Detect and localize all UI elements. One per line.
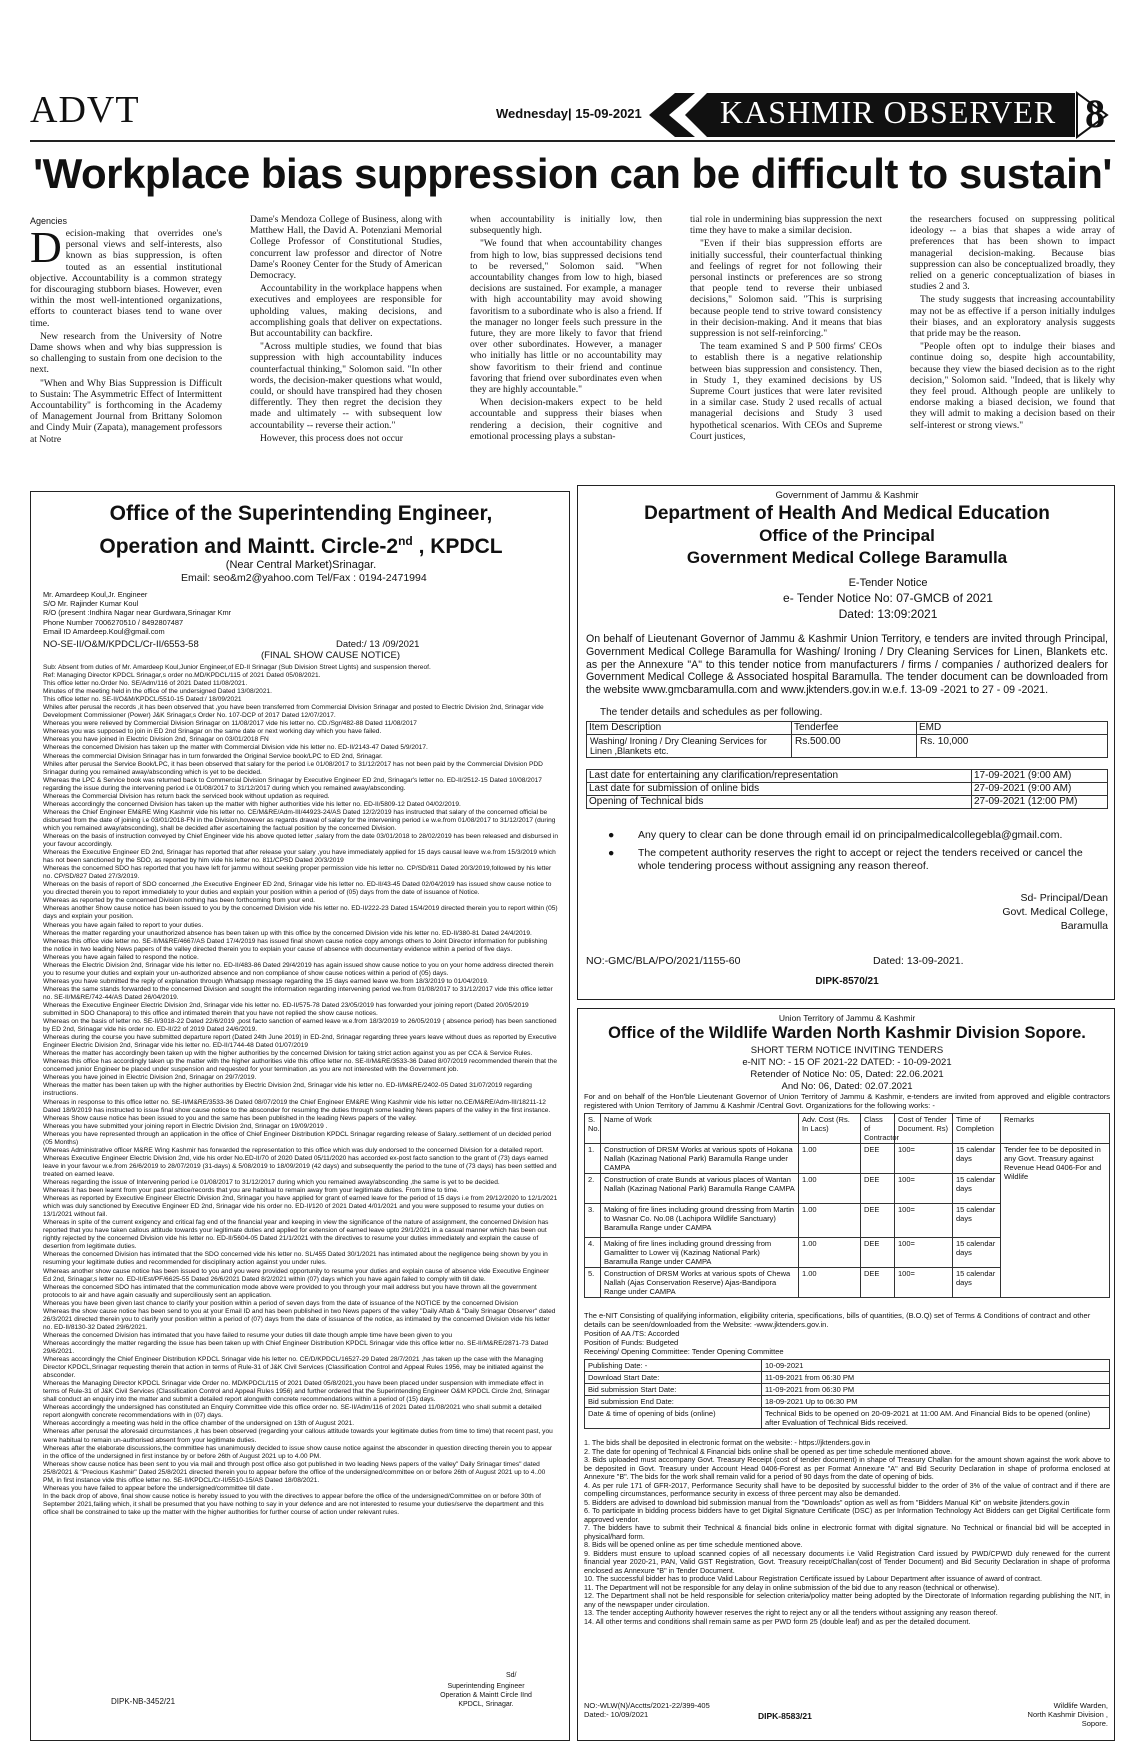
notice-paragraph: Whereas accordingly a meeting was held in the office chamber of the undersigned on 13th of August 2021.	[43, 1420, 355, 1428]
table-cell: 1.00	[799, 1268, 861, 1298]
table-cell: 15 calendar days	[953, 1268, 1001, 1298]
table-cell: 1.00	[799, 1144, 861, 1174]
table-row	[585, 1384, 1110, 1396]
signatory-line: Operation & Maintt Circle IInd	[440, 1692, 532, 1699]
notice-paragraph: Whereas the Executive Engineer Electric Division 2nd, Srinagar vide his letter no. ED-II/575-78 Dated 23/05/2019 has forwarded your joining report (Dated 20/05/2019 submitted in SDO Chanapora) to this office and intimated therein that you have not replied the show cause notices.	[43, 1001, 529, 1018]
office-title: Office of the Wildlife Warden North Kashmir Division Sopore.	[608, 1024, 1086, 1042]
paragraph: "People often opt to indulge their biases and continue doing so, despite high accountability, because they view the biased decision as to the right decision," Solomon said. "Indeed, that is likely why they feel proud. Although people are unlikely to endorse making a biased decision, we found that they will admit to making a decision based on their self-interest or strong views."	[910, 341, 1115, 431]
paragraph: The study suggests that increasing accountability may not be as effective if a person initially indulges their biases, and an exploratory analysis suggests that pride may be the reason.	[910, 294, 1115, 340]
signatory-line: Sd- Principal/Dean	[1020, 892, 1108, 904]
term-item: 10. The successful bidder has to produce Valid Labour Registration Certificate issued by Labour Department after issuance of award of contract.	[584, 1574, 1042, 1583]
info-line: Position of AA /TS: Accorded	[584, 1329, 680, 1338]
table-header: S. No.	[585, 1114, 601, 1144]
table-cell: DEE	[861, 1268, 895, 1298]
table-cell: 1.00	[799, 1174, 861, 1204]
article-headline: 'Workplace bias suppression can be difficult to sustain'	[33, 150, 1112, 197]
paragraph: "Across multiple studies, we found that bias suppression with high accountability induces counterfactual thinking," Solomon said. "In other words, the decision-maker questions what would, could, or should have transpired had they chosen differently. They then regret the decision they made and ultimately -- with subsequent low accountability -- reverse their action."	[250, 341, 442, 431]
notice-paragraph: Whereas you have joined in Electric Division 2nd, Srinagar on 03/01/2018 FN	[43, 736, 269, 744]
table-cell: DEE	[861, 1174, 895, 1204]
notice-date: Dated:/ 13 /09/2021	[336, 639, 420, 650]
notice-paragraph: Whereas this office vide letter no. SE-II/M&RE/4667/AS Dated 17/4/2019 has issued final shown cause notice copy amongs others to Joint Director information for publishing the notice in two leading News papers of the valley directed therein you to explain your cause of absence with documentary evidence within a period of five days.	[43, 937, 548, 953]
notice-paragraph: Whiles after perusal the records ,it has been observed that ,you have been transferred from Commercial Division Srinagar and posted to Electric Division 2nd, Srinagar vide Development Commissioner (Power) J&K Srinagar,s Order No. 107-DCP of 2017 Dated 12/07/2017.	[43, 704, 544, 720]
signatory-line: KPDCL, Srinagar.	[458, 1701, 514, 1708]
paragraph: when accountability is initially low, then subsequently high.	[470, 214, 662, 237]
table-cell: 27-09-2021 (12:00 PM)	[972, 796, 1108, 809]
notice-paragraph: Whereas you were relieved by Commercial Division Srinagar on 11/08/2017 vide his letter no. CD./Sgr/482-88 Dated 11/08/2017	[43, 720, 417, 728]
paragraph: The team examined S and P 500 firms' CEOs to establish there is a negative relationship between bias suppression and consistency. Then, in Study 1, they examined decisions by US Supreme Court justices that were later revisited in a similar case. Study 2 used recalls of actual managerial decisions and Study 3 used hypothetical scenarios. With CEOs and Supreme Court justices,	[690, 341, 882, 442]
terms-list	[584, 1439, 1110, 1626]
signatory-line: Baramulla	[1060, 920, 1108, 932]
wildlife-tender-notice	[577, 1008, 1115, 1741]
table-cell: 1.00	[799, 1204, 861, 1238]
paragraph: tial role in undermining bias suppression the next time they have to make a similar decision.	[690, 214, 882, 237]
gmc-tender-notice	[577, 485, 1115, 1000]
notice-paragraph: Whereas you was supposed to join in ED 2nd Srinagar on the same date or next working day which you have failed.	[43, 728, 382, 736]
notice-paragraph: Whereas on the basis of instruction conveyed by Chief Engineer vide his above quoted letter ,salary from the date 03/01/2018 to 28/02/2019 has been released and disbursed in your favour accordingly.	[43, 832, 559, 849]
table-header: Time of Completion	[953, 1114, 1001, 1144]
table-row	[587, 770, 1108, 783]
notice-paragraph: Whereas show cause notice has been sent to you via mail and through post office also got published in two leading News papers of the valley" Daily Srinagar times" dated 25/8/2021 & "Precious Kashmir" Dated 25/8/2021 directed therein you to appear before the office of the undersigned/committee on or before 26th of August 2021 up to 4..00 PM, in first instance vide this office letter no. SE-II/KPDCL/Cr-II/5510-15/AS Dated 18/08/2021.	[43, 1460, 546, 1484]
notice-paragraph: Whereas the concerned SDO has reported that you have left for jammu without seeking proper permission vide his letter no. CP/SD/811 Dated 20/3/2019,followed by his letter no. CP/SD/827 Dated 27/3/2019.	[43, 865, 552, 881]
term-item: 4. As per rule 171 of GFR-2017, Performance Security shall have to be deposited by successful bidder to the order of 3% of the value of contract and if there are compelling circumstances, performance security in excess of three percent may also be demanded.	[584, 1480, 1110, 1498]
table-cell: Bid submission End Date:	[585, 1396, 762, 1408]
term-item: 8. Bids will be opened online as per time schedule mentioned above.	[584, 1540, 803, 1549]
notice-paragraph: Whereas the concerned Division has intimated that the SDO concerned vide his letter no. SL/455 Dated 30/1/2021 has intimated about the negligence being shown by you in resuming your legitimate duties and recommended for disciplinary action against you under rules.	[43, 1251, 548, 1267]
publication-name: KASHMIR OBSERVER	[720, 94, 1057, 130]
notice-paragraph: Whereas you have represented through an application in the office of Chief Engineer Distribution KPDCL Srinagar regarding release of Salary..settlement of un decided period (05 Months)	[43, 1130, 552, 1146]
table-header: Class of Contractor	[861, 1114, 895, 1144]
notice-paragraph: Whereas the show cause notice has been send to you at your Email ID and has been published in two News papers of the valley "Daily Aftab & "Daily Srinagar Observer" dated 26/3/2021 directed therein you to clarify your position within a period of (07) days from the date of issuance of the notice, as intimated by the concerned Division vide his letter no. ED-II/8130-32 Dated 29/6/2021.	[43, 1307, 556, 1331]
notice-paragraph: Whereas in spite of the current exigency and critical fag end of the financial year and keeping in view the significance of the nature of assignment, the concerned Division has reported that you have taken callous attitude towards your legitimate duties and applied for extension of earned leave upto 29/1/2021 in a casual manner which has been out rightly rejected by the concerned Division vide his letter no. ED-II/5604-05 Dated 21/1/2021 with the directives to resume your duties immediately and explain the cause of desertion from legitimate duties.	[43, 1219, 549, 1251]
notice-paragraph: Whereas the matter has been taken up with the higher authorities by Electric Division 2nd, Srinagar vide his letter no. ED-II/M&RE/2402-05 Dated 31/07/2019 regarding instructions.	[43, 1082, 532, 1098]
table-cell: 100=	[895, 1144, 953, 1174]
term-item: 2. The date for opening of Technical & Financial bids online shall be opened as per time schedule mentioned above.	[584, 1446, 953, 1456]
term-item: 3. Bids uploaded must accompany Govt. Treasury Receipt (cost of tender document) in shape of Treasury Challan for the amount shown against the work above to be deposited in Govt. Treasury under Account Head 0406-Forest as per Format Annexure "A" and Bid Security Declaration in shape of proforma enclosed at Annexure "B". The bids for the work shall remain valid for a period of 90 days from the date of opening of bids.	[584, 1455, 1110, 1481]
notice-paragraph: Whereas the concerned Division has taken up the matter with Commercial Division vide his letter no. ED-II/2143-47 Dated 5/9/2017.	[43, 744, 428, 752]
info-line: Position of Funds: Budgeted	[584, 1338, 679, 1347]
reference-number: NO:-WLW(N)/Acctts/2021-22/399-405	[584, 1701, 710, 1710]
dates-table	[586, 769, 1108, 809]
notice-body	[43, 664, 558, 1517]
table-cell: 3.	[585, 1204, 601, 1238]
table-cell: 10-09-2021	[762, 1360, 1110, 1372]
table-cell: Washing/ Ironing / Dry Cleaning Services for Linen ,Blankets etc.	[587, 735, 792, 758]
notice-paragraph: Whereas regarding the issue of Intervening period i.e 01/08/2017 to 31/12/2017 during which you remained away/absconding ,the same is yet to be decided.	[43, 1179, 500, 1186]
signatory	[968, 891, 1108, 933]
reference-number: NO-SE-II/O&M/KPDCL/Cr-II/6553-58	[43, 639, 199, 650]
college-name: Government Medical College Baramulla	[686, 548, 1008, 567]
department-name: Department of Health And Medical Education	[644, 503, 1050, 524]
table-header-row	[585, 1114, 1110, 1144]
addressee-line: S/O Mr. Rajinder Kumar Koul	[43, 599, 139, 609]
table-row	[585, 1396, 1110, 1408]
table-cell: 100=	[895, 1204, 953, 1238]
addressee-line: Email ID Amardeep.Koul@gmail.com	[43, 626, 165, 636]
article-column-5	[910, 214, 1115, 433]
notice-paragraph: This office letter no. SE-II/O&M/KPDCL/5510-15 Dated:/ 18/09/2021	[43, 696, 242, 704]
notice-paragraph: Whereas accordingly the matter regarding the issue has been taken up with Chief Engineer Distribution KPDCL Srinagar vide this office letter no. SE-II/M&RE/2871-73 Dated 29/6/2021.	[43, 1339, 549, 1355]
notice-paragraph: Whereas you have been given last chance to clarify your position within a period of seven days from the date of issuance of the NOTICE by the concerned Division	[43, 1299, 519, 1307]
table-header: EMD	[917, 722, 1108, 735]
table-cell: 5.	[585, 1268, 601, 1298]
notice-paragraph: Whereas the matter has accordingly been taken up with the higher authorities by the concerned Division for taking strict action against you as per CCA & Service Rules.	[43, 1050, 533, 1058]
notice-paragraph: Minutes of the meeting held in the office of the undersigned Dated 13/08/2021.	[43, 688, 272, 696]
table-header: Remarks	[1001, 1114, 1110, 1144]
govt-label: Government of Jammu & Kashmir	[775, 490, 919, 501]
drop-cap: D	[30, 223, 62, 272]
notice-date: Dated: 13-09-2021.	[873, 955, 964, 967]
notice-paragraph: Whereas on the basis of report of SDO concerned ,the Executive Engineer ED 2nd, Srinagar vide his letter no. ED-II/43-45 Dated 02/04/2019 has issued show cause notice to you directed therein you to report immediately to your duties and explain your position within a period of (05) days from the date of issuance of Notice.	[43, 881, 552, 897]
nit-number: e-NIT NO: - 15 OF 2021-22 DATED: - 10-09-2021	[742, 1057, 952, 1068]
dipk-number: DIPK-NB-3452/21	[111, 1697, 176, 1706]
table-cell: 17-09-2021 (9:00 AM)	[972, 770, 1108, 783]
notice-paragraph: Whiles after perusal the Service Book/LPC, it has been observed that salary for the period i.e 01/08/2017 to 31/12/2017 has not been paid by the Commercial Division PDD Srinagar during you remained away/absconding which is yet to be decided.	[43, 760, 543, 776]
notice-paragraph: Whereas it has been learnt from your past practice/records that you are habitual to remain away from your legitimate duties. From time to time.	[43, 1187, 459, 1195]
notice-paragraph: Whereas as reported by Executive Engineer Electric Division 2nd, Srinagar you have applied for grant of earned leave for the period of 15 days i.e from 29/12/2020 to 12/1/2021 which was duly sanctioned by Executive Engineer ED 2nd, Srinagar vide his order no. ED-II/120 of 2021 Dated 4/01/2021 and you were supposed to resume your duties on 13/1/2021 without fail.	[43, 1195, 558, 1219]
notice-paragraph: Whereas the concerned Division has intimated that you have failed to resume your duties till date though ample time have been given to you	[43, 1331, 453, 1339]
table-cell: Publishing Date: -	[585, 1360, 762, 1372]
bullet-text: Any query to clear can be done through email id on principalmedicalcollegebla@gmail.com.	[638, 829, 1063, 841]
addressee-line: Mr. Amardeep Koul,Jr. Engineer	[43, 590, 148, 599]
paragraph: ecision-making that overrides one's personal views and self-interests, also known as bias suppression, is often touted as an essential institutional objective. Accountability is a common strategy for discouraging stubborn biases. However, even within the most well-intentioned organizations, efforts to counteract biases tend to wane over time.	[30, 228, 222, 329]
dipk-number: DIPK-8583/21	[758, 1711, 812, 1721]
page-number: 8	[1085, 91, 1105, 136]
table-cell: 15 calendar days	[953, 1174, 1001, 1204]
notice-paragraph: Whereas the same stands forwarded to the concerned Division and sought the information regarding intervening period we.from 01/08/2017 to 31/12/2017 vide this office letter no. SE-II/M&RE/742-44/AS Dated 26/04/2019.	[43, 985, 553, 1001]
notice-paragraph: Whereas you have submitted the reply of explanation through Whatsapp message regarding the 15 days earned leave we.from 18/3/2019 to 01/04/2019.	[43, 977, 489, 985]
dipk-number: DIPK-8570/21	[815, 976, 879, 987]
notice-paragraph: This office letter no.Order No. SE/Adm/116 of 2021 Dated 11/08/2021.	[43, 680, 248, 688]
tender-table	[586, 721, 1108, 758]
notice-paragraph: Whereas during the course you have submitted departure report (Dated 24th June 2019) in ED-2nd, Srinagar regarding three years leave without dues as reported by Executive Engineer Electric Division 2nd, Srinagar vide his letter no. ED-II/1744-48 Dated 01/07/2019	[43, 1034, 557, 1050]
retender-line: Retender of Notice No: 05, Dated: 22.06.2021	[750, 1069, 944, 1080]
bullet-icon: ●	[608, 829, 615, 841]
notice-paragraph: Whereas the LPC & Service book was returned back to Commercial Division Srinagar by Executive Engineer ED 2nd, Srinagar's letter no. ED-II/2512-15 Dated 10/08/2017 regarding the issue during the intervening period i.e 01/08/2017 to 31/12/2017 during which you remained away/absconding.	[43, 776, 542, 792]
notice-paragraph: Whereas another Show cause notice has been issued to you by the concerned Division vide his letter no. ED-II/222-23 Dated 15/4/2019 directed therein you to report within (05) days and explain your position.	[43, 905, 558, 921]
notice-paragraph: Whereas you have again failed to report to your duties.	[43, 921, 204, 929]
signatory-line: Superintending Engineer	[447, 1683, 525, 1690]
table-cell: 1.00	[799, 1238, 861, 1268]
paragraph: Dame's Mendoza College of Business, along with Matthew Hall, the David A. Potenziani Memorial College Professor of Constitutional Studies, concurrent law professor and director of Notre Dame's Rooney Center for the Study of American Democracy.	[250, 214, 442, 282]
table-cell: 100=	[895, 1268, 953, 1298]
addressee-line: Phone Number 7006270510 / 8492807487	[43, 617, 184, 627]
term-item: 5. Bidders are advised to download bid submission manual from the "Downloads" option as well as from "Bidders Manual Kit" on website jktenders.gov.in	[584, 1497, 1070, 1507]
paragraph: "When and Why Bias Suppression is Difficult to Sustain: The Asymmetric Effect of Intermittent Accountability" is forthcoming in the Academy of Management Journal from Brittany Solomon and Cindy Muir (Zapata), management professors at Notre	[30, 377, 222, 445]
table-cell: DEE	[861, 1144, 895, 1174]
table-row	[585, 1144, 1110, 1174]
notice-paragraph: Whereas the Managing Director KPDCL Srinagar vide Order no. MD/KPDCL/115 of 2021 Dated 05/8/2021,you have been placed under suspension with immediate effect in terms of Rule-31 of J&K Civil Services (Classification Control and Appeal Rules 1956) and further ordered that the Superintending Engineer O&M KPDCL Circle 2nd, Srinagar shall conduct an enquiry into the matter and submit a detailed report alongwith concrete recommendations within a period of (15) days.	[43, 1380, 550, 1404]
info-line: The e-NIT Consisting of qualifying information, eligibility criteria, specifications, bills of quantities, (B.O.Q) set of Terms & Conditions of contract and other details can be seen/downloaded from the Website: -www.jktenders.gov.in.	[584, 1311, 1091, 1329]
table-cell: 15 calendar days	[953, 1204, 1001, 1238]
notice-paragraph: Whereas accordingly the undersigned has constituted an Enquiry Committee vide this office order no. SE-II/Adm/116 of 2021 Dated 11/08/2021 who shall submit a detailed report alongwith concrete recommendations with in (07) days.	[43, 1404, 542, 1420]
notice-paragraph: Whereas you have joined in Electric Division 2nd, Srinagar on 29/7/2019.	[43, 1074, 257, 1082]
reference-number: NO:-GMC/BLA/PO/2021/1155-60	[586, 955, 741, 967]
article-column-2	[250, 214, 442, 446]
bullet-text-line: The competent authority reserves the right to accept or reject the tenders received or cancel the whole tendering process without assigning any reason thereof.	[638, 847, 1083, 872]
article-column-3	[470, 214, 662, 444]
table-header: Name of Work	[601, 1114, 799, 1144]
table-cell: Construction of DRSM Works at various spots of Hokana Nallah (Kazinag National Park) Baramulla Range under CAMPA	[601, 1144, 799, 1174]
notice-paragraph: Whereas this office has accordingly taken up the matter with the higher authorities vide this office letter no. SE-II/M&RE/3533-36 Dated 8/07/2019 recommended therein that the concerned junior Engineer be placed under suspension and requested for your termination ,as you are not interested with the Government job.	[43, 1058, 557, 1074]
table-row	[587, 783, 1108, 796]
table-cell: 18-09-2021 Up to 06:30 PM	[762, 1396, 1110, 1408]
table-row	[587, 735, 1108, 758]
table-header-row	[587, 722, 1108, 735]
bullet-icon: ●	[608, 847, 615, 859]
and-line: And No: 06, Dated: 02.07.2021	[781, 1081, 913, 1092]
table-cell: 27-09-2021 (9:00 AM)	[972, 783, 1108, 796]
table-header: Cost of Tender Document. Rs)	[895, 1114, 953, 1144]
notice-paragraph: Whereas the Commercial Division has return back the serviced book without updation as required.	[43, 792, 330, 800]
byline: Agencies	[30, 216, 68, 226]
paragraph: When decision-makers expect to be held accountable and suppress their biases when rendering a decision, their cognitive and emotional processing plays a substan-	[470, 397, 662, 442]
notice-paragraph: In the back drop of above, final show cause notice is hereby issued to you with the directives to appear before the office of the undersigned/Committee on or before 30th of September 2021,failing which, it shall be presumed that you have nothing to say in your defence and are not interested to resume your duties/serve the department and this office shall be constrained to take up the matter with the higher authorities for further course of action under relevant rules.	[43, 1492, 544, 1516]
remarks-cell: Tender fee to be deposited in any Govt. Treasury against Revenue Head 0406-For and Wildlife	[1001, 1144, 1110, 1298]
article-column-1	[30, 223, 222, 447]
notice-paragraph: Whereas after the elaborate discussions,the committee has unanimously decided to issue show cause notice against the absconder in question directing therein you to appear in the office of the undersigned in first instance by or before 26th of August 2021 up to 4.00 PM.	[43, 1444, 553, 1460]
signatory-line: Govt. Medical College,	[1002, 906, 1108, 918]
term-item: 1. The bids shall be deposited in electronic format on the website: - https://jktenders.gov.in	[584, 1438, 871, 1447]
notice-type: (FINAL SHOW CAUSE NOTICE)	[261, 650, 400, 661]
table-cell: Construction of crate Bunds at various places of Wantan Nallah (Kazinag National Park) Baramulla Range CAMPA	[601, 1174, 799, 1204]
govt-label: Union Territory of Jammu & Kashmir	[778, 1013, 916, 1023]
table-cell: Last date for entertaining any clarification/representation	[587, 770, 972, 783]
table-cell: DEE	[861, 1204, 895, 1238]
notice-paragraph: Whereas the matter regarding your unauthorized absence has been taken up with this office by the concerned Division vide his letter no. ED-II/380-81 Dated 24/4/2019.	[43, 929, 532, 937]
info-line: Receiving/ Opening Committee: Tender Opening Committee	[584, 1347, 784, 1356]
tender-intro: For and on behalf of the Hon'ble Lieutenant Governor of Union Territory of Jammu & Kashmir, e-tenders are invited from approved and eligible contractors registered with Union Territory of Jammu & Kashmir /Central Govt. Organizations for the following works: -	[584, 1092, 1110, 1110]
signatory-line: North Kashmir Division ,	[1027, 1710, 1108, 1719]
tender-intro: On behalf of Lieutenant Governor of Jammu & Kashmir Union Territory, e tenders are invited through Principal, Government Medical College Baramulla for Washing/ Ironing / Dry Cleaning Services for Linen, Blankets etc. as per the Annexure "A" to this tender notice from manufacturers / firms / companies / authorized dealers for Government Medical College & Associated hospital Baramulla. The tender document can be downloaded from the website www.gmcbaramulla.com and www.jktenders.gov.in w.e.f. 13-09 -2021 to 27 - 09 -2021.	[586, 633, 1108, 697]
table-cell: Making of fire lines including ground dressing from Gamalitter to Lower vij (Kazinag National Park) Baramulla Range under CAMPA	[601, 1238, 799, 1268]
etender-label: E-Tender Notice	[848, 577, 928, 589]
notice-paragraph: Whereas in response to this office letter no. SE-II/M&RE/3533-36 Dated 08/07/2019 the Chief Engineer EM&RE Wing Kashmir vide his letter no.CE/M&RE/Adm-III/18211-12 Dated 18/9/2019 has instructed to issue final show cause notice to the absconder for resuming the duties through some leading News papers of the valley in the first instance.	[43, 1098, 551, 1114]
table-row	[585, 1372, 1110, 1384]
table-cell: 4.	[585, 1238, 601, 1268]
office-name: Office of the Principal	[759, 526, 935, 545]
addressee-line: R/O (present :Indhira Nagar near Gurdwara,Srinagar Kmr	[43, 608, 232, 618]
table-cell: 2.	[585, 1174, 601, 1204]
paragraph: the researchers focused on suppressing political ideology -- a bias that shapes a wide array of preferences that has been shown to impact managerial decision-making. Because bias suppression can also be conceptualized broadly, they relied on a generic conceptualization of biases in studies 2 and 3.	[910, 214, 1115, 293]
office-contact: Email: seo&m2@yahoo.com Tel/Fax : 0194-2471994	[181, 572, 427, 584]
tender-notice-number: e- Tender Notice No: 07-GMCB of 2021	[783, 591, 993, 605]
notice-title: Office of the Superintending Engineer,	[109, 502, 493, 525]
table-cell: 11-09-2021 from 06:30 PM	[762, 1372, 1110, 1384]
term-item: 14. All other terms and conditions shall remain same as per PWD form 25 (double leaf) and as per the detailed document.	[584, 1616, 971, 1626]
article-column-4	[690, 214, 882, 444]
paragraph: Accountability in the workplace happens when executives and employees are responsible for upholding values, making decisions, and accomplishing goals that deliver on expectations. But accountability can backfire.	[250, 283, 442, 340]
paragraph: "We found that when accountability changes from high to low, bias suppressed decisions tend to be reversed," Solomon said. "When accountability changes from low to high, biased decisions are sustained. For example, a manager with high accountability may avoid showing favoritism to a subordinate who is also a friend. If the manager no longer feels such pressure in the future, they are more likely to favor that friend over other subordinates. However, a manager who initially has little or no accountability may show favoritism to their friend and continue favoring that friend over subordinates even when they are highly accountable."	[470, 238, 662, 396]
table-cell: Technical Bids to be opened on 20-09-2021 at 11:00 AM. And Financial Bids to be opened (online) after Evaluation of Technical Bids received.	[762, 1408, 1110, 1429]
notice-paragraph: Whereas you have submitted your joining report in Electric Division 2nd, Srinagar on 19/09/2019 .	[43, 1122, 328, 1130]
table-cell: Rs.500.00	[792, 735, 917, 758]
table-header: Item Description	[587, 722, 792, 735]
tender-info	[584, 1311, 1110, 1356]
signatory-line: Wildlife Warden,	[1053, 1701, 1108, 1710]
notice-title-line: Operation and Maintt. Circle-2nd , KPDCL	[99, 534, 503, 558]
term-item: 11. The Department will not be responsible for any delay in online submission of the bid due to any reason (technical or otherwise).	[584, 1582, 1000, 1592]
table-cell: DEE	[861, 1238, 895, 1268]
notice-paragraph: Whereas accordingly the concerned Division has taken up the matter with higher authorities vide his letter no. ED-II/5809-12 Dated 04/02/2019.	[43, 800, 461, 808]
term-item: 9. Bidders must ensure to upload scanned copies of all necessary documents i.e Valid Registration Card issued by PWD/CPWD duly renewed for the current financial year 2020-21, PAN, Valid GST Registration, Govt. Treasury receipt/Challan(cost of Tender Document) and Bid Security Declaration in shape of proforma enclosed as Annexure "B" in Tender Document.	[584, 1548, 1110, 1575]
paragraph: However, this process does not occur	[260, 432, 403, 444]
table-header: Adv. Cost (Rs. In Lacs)	[799, 1114, 861, 1144]
signatory-line: Sopore.	[1081, 1719, 1108, 1728]
signatory	[401, 1682, 571, 1709]
notice-paragraph: Sub: Absent from duties of Mr. Amardeep Koul,Junior Engineer,of ED-II Srinagar (Sub Division Street Lights) and suspension thereof.	[43, 664, 431, 671]
office-address: (Near Central Market)Srinagar.	[225, 559, 377, 571]
header-rule	[30, 140, 1115, 142]
notice-paragraph: Whereas as reported by the concerned Division nothing has been forthcoming from your end.	[43, 897, 315, 905]
term-item: 7. The bidders have to submit their Technical & financial bids online in electronic format with digital signature. No Technical or financial bid will be accepted in physical/hard form.	[584, 1523, 1110, 1541]
notice-paragraph: Whereas on the basis of letter no. SE-II/3018-22 Dated 22/6/2019 ,post facto sanction of earned leave w.e.from 18/3/2019 to 26/05/2019 ( absence period) has been sanctioned by ED 2nd, Srinagar vide his order no. ED-II/22 of 2019 Dated 24/6/2019.	[43, 1018, 557, 1034]
notice-paragraph: Whereas after perusal the aforesaid circumstances ,it has been observed (regarding your callous attitude towards your legitimate duties from time to time) that recent past, you were habitual to remain un-authorised absent from your legitimate duties.	[43, 1428, 553, 1444]
notice-paragraph: Whereas the Chief Engineer EM&RE Wing Kashmir vide his letter no. CE/M&RE/Adm-III/44923-24/AS Dated 12/2/2019 has instructed that salary of the concerned official be disbursed from the date of joining i.e 03/01/2018-FN in the Division,however as regards drawal of salary for the intervening period i.e w.e.from 01/08/2017 to 31/12/2017 (during which you remained away/absconding), shall be decided after ascertaining the factual position by the concerned Division.	[43, 808, 556, 832]
tender-date: Dated: 13:09:2021	[838, 607, 938, 621]
table-header: Tenderfee	[792, 722, 917, 735]
notice-paragraph: Whereas the commercial Division Srinagar has in turn forwarded the Original Service book/LPC to ED 2nd, Srinagar.	[43, 752, 383, 760]
table-cell: 1.	[585, 1144, 601, 1174]
table-cell: 15 calendar days	[953, 1144, 1001, 1174]
table-row	[585, 1408, 1110, 1429]
dates-table	[584, 1359, 1110, 1429]
paragraph: "Even if their bias suppression efforts are initially successful, their counterfactual thinking and feelings of regret for not following their personal instincts or preferences are so strong that people tend to reverse their unbiased decisions," Solomon said. "This is surprising because people tend to strive toward consistency in their decision-making. And it means that bias suppression is not self-reinforcing."	[690, 238, 882, 340]
issue-date: Wednesday| 15-09-2021	[496, 106, 642, 121]
table-cell: Opening of Technical bids	[587, 796, 972, 809]
notice-paragraph: Whereas you have again failed to respond the notice.	[43, 953, 199, 961]
table-cell: Download Start Date:	[585, 1372, 762, 1384]
term-item: 6. To participate in bidding process bidders have to get Digital Signature Certificate (DSC) as per Information Technology Act Bidders can get Digital Certificate form approved vendor.	[584, 1506, 1110, 1524]
table-cell: 100=	[895, 1238, 953, 1268]
table-row	[585, 1360, 1110, 1372]
reference-block	[584, 1701, 710, 1719]
section-label: ADVT	[30, 89, 140, 131]
table-cell: 11-09-2021 from 06:30 PM	[762, 1384, 1110, 1396]
notice-heading: SHORT TERM NOTICE INVITING TENDERS	[750, 1045, 944, 1056]
notice-paragraph: Whereas Show cause notice has been issued to you and the same has been published in the leading News papers of the valley.	[43, 1114, 417, 1122]
signatory	[968, 1701, 1108, 1728]
bullet-text	[638, 847, 1108, 873]
notice-paragraph: Whereas the Electric Division 2nd, Srinagar vide his letter no. ED-II/483-86 Dated 29/4/2019 has again issued show cause notice to you on your home address directed therein you to resume your duties and explain your un-authorized absence and non compliance of show cause notices within a period of (05) days.	[43, 961, 554, 977]
table-cell: 15 calendar days	[953, 1238, 1001, 1268]
notice-paragraph: Whereas another show cause notice has been issued to you and you were provided opportunity to resume your duties and explain cause of absence vide Executive Engineer Ed 2nd, Srinagar,s letter no. ED-II/Est/PF/6625-55 Dated 26/6/2021 Dated 8/2/2021 within (07) days which you have again failed to comply with till date.	[43, 1267, 550, 1283]
table-cell: 100=	[895, 1174, 953, 1204]
notice-paragraph: Whereas the Executive Engineer ED 2nd, Srinagar has reported that after release your salary ,you have immediately applied for 15 days causal leave w.e.from 15/3/2019 which has not been sanctioned by the SDO, as reported by him vide his letter no. 811/CPSD Dated 20/3/2019	[43, 849, 556, 865]
schedule-label: The tender details and schedules as per following.	[600, 707, 823, 718]
notice-paragraph: Whereas the concerned SDO has intimated that the communication mode above were provided to you through your mail address but you have thrown all the government protocols to air and have again casually and superciliously sent an application.	[43, 1283, 537, 1299]
notice-paragraph: Whereas accordingly the Chief Engineer Distribution KPDCL Srinagar vide his letter no. CE/D/KPDCL/16527-29 Dated 28/7/2021 ,has taken up the case with the Managing Director KPDCL,Srinagar requesting therein that action in terms of Rule-31 of J&K Civil Services (Classification Control and Appeal Rules 1956, may be initiated against the absconder.	[43, 1356, 544, 1380]
term-item: 12. The Department shall not be held responsible for selection criteria/policy matter being adopted by the Directorate of Information regarding publishing the NIT, in any of the newspaper under circulation.	[584, 1591, 1110, 1609]
table-cell: Bid submission Start Date:	[585, 1384, 762, 1396]
term-item: 13. The tender accepting Authority however reserves the right to reject any or all the tenders without assigning any reason thereof.	[584, 1608, 998, 1617]
notice-paragraph: Whereas Executive Engineer Electric Division 2nd, vide his order No.ED-II/70 of 2020 Dated 05/11/2020 has accorded ex-post facto sanction to the grant of (73) days earned leave in your favour w.e.from 26/6/2019 to 28/07/2019 (31-days) & 5/08/2019 to 18/09/2019 (42 days) and subsequently the period to the tune of (73 days) has been settled and treated on earned leave.	[43, 1154, 557, 1178]
kpdcl-notice	[30, 491, 570, 1741]
notice-date: Dated:- 10/09/2021	[584, 1710, 649, 1719]
table-cell: Making of fire lines including ground dressing from Martin to Wasnar Co. No.08 (Lachipora Wildlife Sanctuary) Baramulla Range under CAMPA	[601, 1204, 799, 1238]
table-cell: Last date for submission of online bids	[587, 783, 972, 796]
table-cell: Construction of DRSM Works at various spots of Chewa Nallah (Ajas Conservation Reserve) Ajas-Bandipora Range under CAMPA	[601, 1268, 799, 1298]
works-table	[584, 1113, 1110, 1298]
table-cell: Rs. 10,000	[917, 735, 1108, 758]
notice-paragraph: Whereas you have failed to appear before the undersigned/committee till date .	[43, 1484, 274, 1492]
notice-title	[31, 528, 571, 560]
addressee-block	[43, 590, 231, 636]
sd-mark: Sd/	[506, 1672, 517, 1679]
table-row	[587, 796, 1108, 809]
notice-paragraph: Whereas Administrative officer M&RE Wing Kashmir has forwarded the representation to this office which was duly endorsed to the concerned Division for a detailed report.	[43, 1146, 544, 1154]
table-cell: Date & time of opening of bids (online)	[585, 1408, 762, 1429]
paragraph: New research from the University of Notre Dame shows when and why bias suppression is so challenging to sustain from one decision to the next.	[30, 330, 222, 376]
notice-paragraph: Ref: Managing Director KPDCL Srinagar,s order no.MD/KPDCL/115 of 2021 Dated 05/08/2021.	[43, 672, 321, 680]
